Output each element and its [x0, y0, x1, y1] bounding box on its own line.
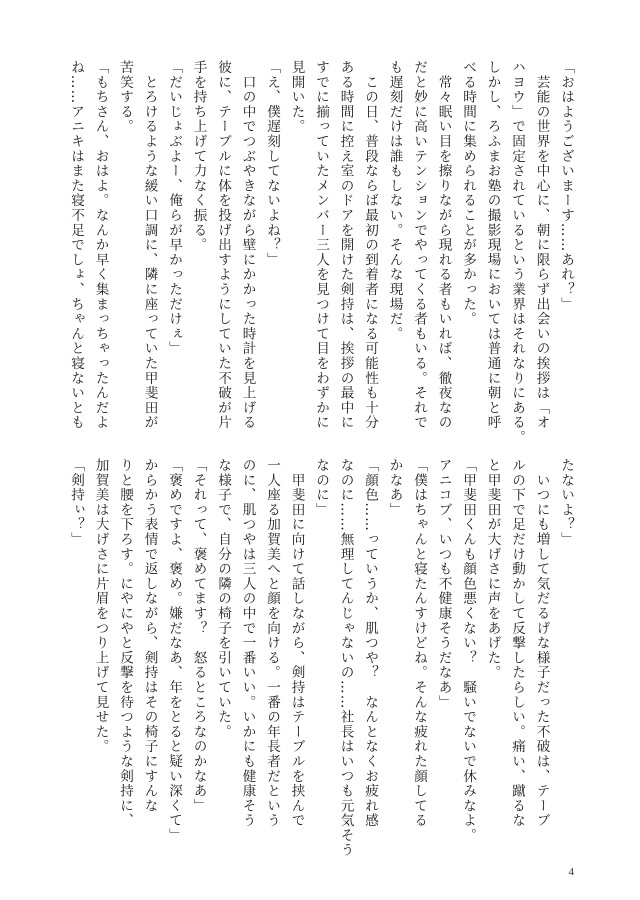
text-column: 「剣持ぃ？」 — [68, 458, 84, 547]
text-column: ね……アニキはまた寝不足でしょ、ちゃんと寝ないとも — [68, 60, 84, 430]
text-column: 彼に、テーブルに体を投げ出すようにしていた不破が片 — [215, 60, 231, 430]
text-column: 芸能の世界を中心に、朝に限らず出会いの挨拶は「オ — [533, 60, 550, 430]
text-column: 常々眠い目を擦りながら現れる者もいれば、徹夜なの — [435, 60, 452, 430]
text-column: のに、肌つやは三人の中で一番いい。いかにも健康そう — [239, 458, 256, 828]
text-column: りと腰を下ろす。にやにやと反撃を待つような剣持に、 — [117, 458, 133, 828]
text-column: 「もちさん、おはよ。なんか早く集まっちゃったんだよ — [92, 60, 109, 430]
text-column: 「顔色……っていうか、肌つや？ なんとなくお疲れ感 — [362, 458, 378, 828]
text-column: 「褒めですよ、褒め。嫌だなあ、年をとると疑い深くて」 — [166, 458, 182, 843]
text-column: な様子で、自分の隣の椅子を引いていた。 — [215, 458, 231, 740]
text-column: 一人座る加賀美へと顔を向ける。一番の年長者だという — [264, 458, 280, 828]
text-column: アニコブ、いつも不健康そうだなあ」 — [435, 458, 452, 710]
text-column: 見開いた。 — [288, 60, 305, 134]
text-column: 手を持ち上げて力なく振る。 — [190, 60, 207, 253]
text-column: かなあ」 — [386, 458, 403, 518]
text-column: と甲斐田が大げさに声をあげた。 — [484, 458, 501, 680]
page-number: 4 — [568, 866, 574, 878]
text-column: べる時間に集められることが多かった。 — [460, 60, 476, 327]
text-column: いつにも増して気だるげな様子だった不破は、テーブ — [533, 458, 550, 828]
text-column: この日、普段ならば最初の到着者になる可能性も十分 — [362, 60, 378, 430]
bottom-text-block — [62, 458, 578, 858]
text-column: 甲斐田に向けて話しながら、剣持はテーブルを挟んで — [288, 458, 305, 828]
text-column: たないよ？」 — [558, 458, 574, 547]
text-column: からかう表情で返しながら、剣持はその椅子にすんな — [141, 458, 158, 814]
text-column: なのに」 — [313, 458, 329, 518]
top-text-block — [62, 60, 578, 445]
text-column: 加賀美は大げさに片眉をつり上げて見せた。 — [92, 458, 109, 754]
text-column: 「それって、褒めてます？ 怒るところなのかなあ」 — [190, 458, 207, 814]
text-column: だと妙に高いテンションでやってくる者もいる。それで — [411, 60, 427, 430]
text-column: 「甲斐田くんも顔色悪くない？ 騒いでないで休みなよ。 — [460, 458, 476, 843]
text-column: とろけるような緩い口調に、隣に座っていた甲斐田が — [141, 60, 158, 430]
text-column: しかし、ろふまお塾の撮影現場においては普通に朝と呼 — [484, 60, 501, 430]
text-column: ある時間に控え室のドアを開けた剣持は、挨拶の最中に — [337, 60, 354, 430]
text-column: 「おはようございまーす……あれ？」 — [558, 60, 574, 312]
text-column: も遅刻だけは誰もしない。そんな現場だ。 — [386, 60, 403, 342]
text-column: 「え、僕遅刻してないよね？」 — [264, 60, 280, 268]
text-column: 「僕はちゃんと寝たんすけどね。そんな疲れた顔してる — [411, 458, 427, 828]
text-column: すでに揃っていたメンバー三人を見つけて目をわずかに — [313, 60, 329, 430]
text-column: 苦笑する。 — [117, 60, 133, 134]
text-column: ルの下で足だけ動かして反撃したらしい。痛い、蹴るな — [509, 458, 525, 828]
text-column: ハヨウ」で固定されているという業界はそれなりにある。 — [509, 60, 525, 445]
text-column: 口の中でつぶやきながら壁にかかった時計を見上げる — [239, 60, 256, 430]
text-column: 「だいじょぶよー、俺らが早かっただけぇ」 — [166, 60, 182, 356]
text-column: なのに……無理してんじゃないの……社長はいつも元気そう — [337, 458, 354, 858]
